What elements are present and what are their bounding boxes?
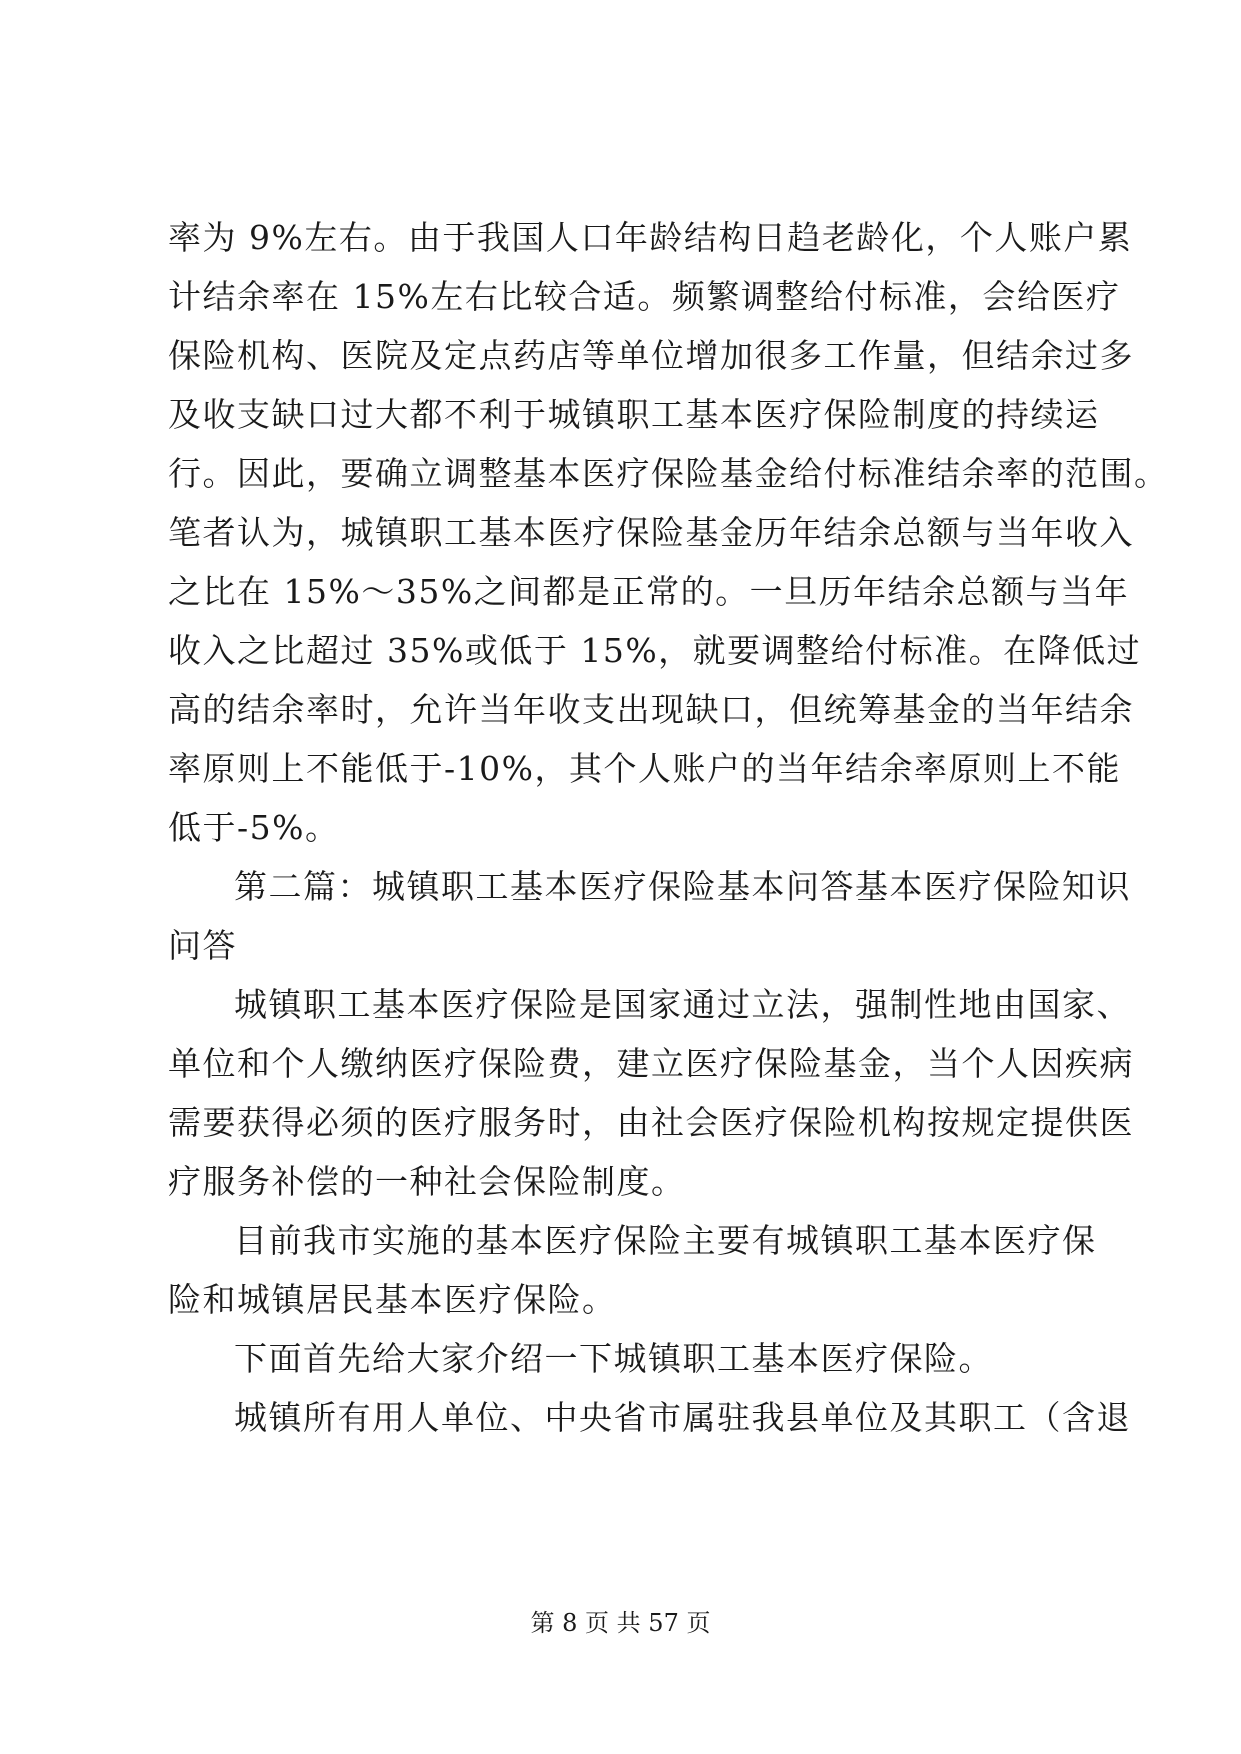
paragraph-line: 城镇所有用人单位、中央省市属驻我县单位及其职工（含退 xyxy=(234,1398,1131,1437)
paragraph-line: 下面首先给大家介绍一下城镇职工基本医疗保险。 xyxy=(234,1339,993,1378)
page-number-footer: 第 8 页 共 57 页 xyxy=(530,1609,711,1637)
paragraph-line: 率原则上不能低于-10%，其个人账户的当年结余率原则上不能 xyxy=(168,749,1121,788)
paragraph-line: 行。因此，要确立调整基本医疗保险基金给付标准结余率的范围。 xyxy=(168,454,1169,493)
paragraph-line: 之比在 15%～35%之间都是正常的。一旦历年结余总额与当年 xyxy=(168,572,1130,611)
paragraph-line: 收入之比超过 35%或低于 15%，就要调整给付标准。在降低过 xyxy=(168,631,1142,670)
paragraph-line: 疗服务补偿的一种社会保险制度。 xyxy=(168,1162,686,1201)
paragraph-line: 目前我市实施的基本医疗保险主要有城镇职工基本医疗保 xyxy=(234,1221,1097,1260)
paragraph-line: 保险机构、医院及定点药店等单位增加很多工作量，但结余过多 xyxy=(168,336,1134,375)
paragraph-line: 城镇职工基本医疗保险是国家通过立法，强制性地由国家、 xyxy=(234,985,1131,1024)
paragraph-line: 率为 9%左右。由于我国人口年龄结构日趋老龄化，个人账户累 xyxy=(168,218,1133,257)
paragraph-line: 高的结余率时，允许当年收支出现缺口，但统筹基金的当年结余 xyxy=(168,690,1134,729)
section-heading-line: 第二篇：城镇职工基本医疗保险基本问答基本医疗保险知识 xyxy=(234,867,1131,906)
paragraph-line: 低于-5%。 xyxy=(168,808,340,847)
paragraph-line: 险和城镇居民基本医疗保险。 xyxy=(168,1280,617,1319)
section-heading-line: 问答 xyxy=(168,926,237,965)
paragraph-line: 及收支缺口过大都不利于城镇职工基本医疗保险制度的持续运 xyxy=(168,395,1100,434)
paragraph-line: 笔者认为，城镇职工基本医疗保险基金历年结余总额与当年收入 xyxy=(168,513,1134,552)
paragraph-line: 需要获得必须的医疗服务时，由社会医疗保险机构按规定提供医 xyxy=(168,1103,1134,1142)
paragraph-line: 单位和个人缴纳医疗保险费，建立医疗保险基金，当个人因疾病 xyxy=(168,1044,1134,1083)
paragraph-line: 计结余率在 15%左右比较合适。频繁调整给付标准，会给医疗 xyxy=(168,277,1121,316)
